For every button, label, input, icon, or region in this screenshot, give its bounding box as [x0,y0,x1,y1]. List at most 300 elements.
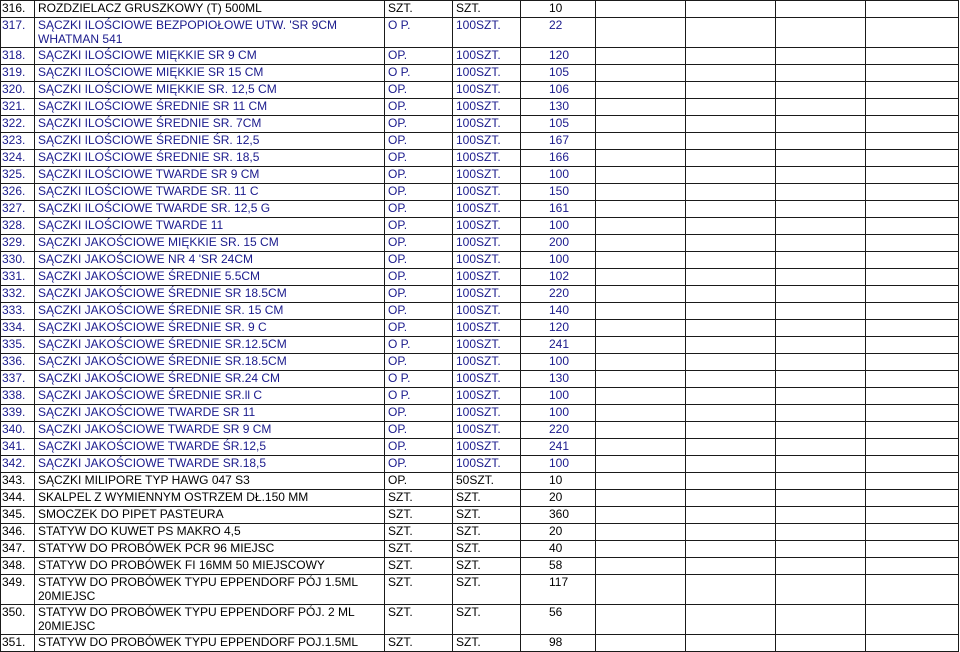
product-name-cell: SĄCZKI JAKOŚCIOWE ŚREDNIE SR. 15 CM [35,303,385,320]
package-cell: SZT. [453,541,521,558]
row-number-cell: 321. [1,99,35,116]
quantity-cell: 120 [521,48,596,65]
row-number-cell: 326. [1,184,35,201]
package-cell: SZT. [453,605,521,635]
table-row [1,439,959,456]
empty-cell [596,575,686,605]
row-number-cell: 346. [1,524,35,541]
empty-cell [866,18,959,48]
empty-cell [596,184,686,201]
empty-cell [866,184,959,201]
empty-cell [686,541,776,558]
empty-cell [776,286,866,303]
unit-cell: SZT. [385,524,453,541]
empty-cell [776,371,866,388]
product-name-cell: SĄCZKI ILOŚCIOWE MIĘKKIE SR 15 CM [35,65,385,82]
empty-cell [596,269,686,286]
quantity-cell: 200 [521,235,596,252]
empty-cell [866,303,959,320]
empty-cell [686,1,776,18]
table-row [1,184,959,201]
product-name-cell: STATYW DO PROBÓWEK FI 16MM 50 MIEJSCOWY [35,558,385,575]
empty-cell [596,405,686,422]
table-row [1,218,959,235]
table-row [1,150,959,167]
unit-cell: OP. [385,99,453,116]
row-number-cell: 323. [1,133,35,150]
empty-cell [866,65,959,82]
empty-cell [596,1,686,18]
empty-cell [776,133,866,150]
table-row [1,99,959,116]
quantity-cell: 100 [521,218,596,235]
empty-cell [776,473,866,490]
empty-cell [866,201,959,218]
product-name-cell: SĄCZKI ILOŚCIOWE ŚREDNIE ŚR. 12,5 [35,133,385,150]
unit-cell: SZT. [385,605,453,635]
row-number-cell: 335. [1,337,35,354]
empty-cell [776,65,866,82]
product-name-cell: SĄCZKI ILOŚCIOWE TWARDE SR. 11 C [35,184,385,201]
row-number-cell: 322. [1,116,35,133]
unit-cell: SZT. [385,558,453,575]
unit-cell: OP. [385,303,453,320]
unit-cell: OP. [385,150,453,167]
empty-cell [866,218,959,235]
empty-cell [686,354,776,371]
unit-cell: OP. [385,286,453,303]
empty-cell [686,65,776,82]
empty-cell [776,439,866,456]
empty-cell [776,48,866,65]
table-row [1,201,959,218]
product-name-cell: SĄCZKI JAKOŚCIOWE ŚREDNIE SR.24 CM [35,371,385,388]
unit-cell: OP. [385,218,453,235]
empty-cell [596,116,686,133]
package-cell: SZT. [453,490,521,507]
row-number-cell: 327. [1,201,35,218]
row-number-cell: 316. [1,1,35,18]
empty-cell [596,65,686,82]
empty-cell [776,218,866,235]
package-cell: 100SZT. [453,456,521,473]
package-cell: 100SZT. [453,388,521,405]
empty-cell [686,490,776,507]
empty-cell [866,388,959,405]
package-cell: 100SZT. [453,167,521,184]
product-name-cell: SĄCZKI JAKOŚCIOWE TWARDE SR 11 [35,405,385,422]
empty-cell [596,605,686,635]
quantity-cell: 58 [521,558,596,575]
table-row [1,507,959,524]
package-cell: SZT. [453,1,521,18]
row-number-cell: 328. [1,218,35,235]
product-name-cell: SĄCZKI JAKOŚCIOWE MIĘKKIE SR. 15 CM [35,235,385,252]
quantity-cell: 56 [521,605,596,635]
empty-cell [686,184,776,201]
empty-cell [596,337,686,354]
empty-cell [686,133,776,150]
unit-cell: O P. [385,65,453,82]
unit-cell: OP. [385,456,453,473]
unit-cell: SZT. [385,635,453,652]
package-cell: 100SZT. [453,422,521,439]
unit-cell: O P. [385,371,453,388]
row-number-cell: 345. [1,507,35,524]
quantity-cell: 20 [521,490,596,507]
empty-cell [596,286,686,303]
table-row [1,388,959,405]
unit-cell: OP. [385,116,453,133]
package-cell: 100SZT. [453,405,521,422]
empty-cell [596,218,686,235]
empty-cell [686,303,776,320]
empty-cell [776,116,866,133]
package-cell: 100SZT. [453,82,521,99]
row-number-cell: 351. [1,635,35,652]
product-name-cell: SĄCZKI MILIPORE TYP HAWG 047 S3 [35,473,385,490]
empty-cell [866,235,959,252]
empty-cell [866,354,959,371]
empty-cell [776,82,866,99]
empty-cell [776,507,866,524]
empty-cell [596,303,686,320]
product-name-cell: SĄCZKI ILOŚCIOWE TWARDE SR 9 CM [35,167,385,184]
package-cell: 100SZT. [453,320,521,337]
empty-cell [866,133,959,150]
package-cell: 100SZT. [453,337,521,354]
empty-cell [596,133,686,150]
quantity-cell: 40 [521,541,596,558]
empty-cell [596,18,686,48]
empty-cell [776,320,866,337]
product-name-cell: SĄCZKI JAKOŚCIOWE ŚREDNIE SR.12.5CM [35,337,385,354]
empty-cell [686,371,776,388]
product-name-cell: SĄCZKI JAKOŚCIOWE ŚREDNIE SR 18.5CM [35,286,385,303]
empty-cell [686,388,776,405]
empty-cell [866,48,959,65]
empty-cell [686,635,776,652]
unit-cell: OP. [385,354,453,371]
empty-cell [776,201,866,218]
empty-cell [866,422,959,439]
empty-cell [596,422,686,439]
package-cell: 100SZT. [453,252,521,269]
empty-cell [686,422,776,439]
empty-cell [776,541,866,558]
empty-cell [776,456,866,473]
quantity-cell: 10 [521,473,596,490]
empty-cell [776,558,866,575]
empty-cell [686,167,776,184]
empty-cell [866,337,959,354]
empty-cell [596,490,686,507]
quantity-cell: 166 [521,150,596,167]
row-number-cell: 349. [1,575,35,605]
table-row [1,252,959,269]
quantity-cell: 105 [521,65,596,82]
unit-cell: O P. [385,337,453,354]
product-name-cell: SĄCZKI ILOŚCIOWE MIĘKKIE SR. 12,5 CM [35,82,385,99]
table-row [1,558,959,575]
empty-cell [596,235,686,252]
unit-cell: SZT. [385,490,453,507]
unit-cell: OP. [385,252,453,269]
row-number-cell: 320. [1,82,35,99]
empty-cell [866,371,959,388]
package-cell: 100SZT. [453,354,521,371]
table-row [1,133,959,150]
table-row [1,167,959,184]
empty-cell [596,456,686,473]
quantity-cell: 100 [521,167,596,184]
unit-cell: SZT. [385,507,453,524]
row-number-cell: 340. [1,422,35,439]
quantity-cell: 150 [521,184,596,201]
table-body [1,1,959,652]
empty-cell [776,18,866,48]
empty-cell [776,354,866,371]
empty-cell [686,201,776,218]
row-number-cell: 334. [1,320,35,337]
empty-cell [776,269,866,286]
empty-cell [776,524,866,541]
empty-cell [596,252,686,269]
quantity-cell: 161 [521,201,596,218]
product-name-cell: STATYW DO PROBÓWEK TYPU EPPENDORF POJ.1.5ML [35,635,385,652]
unit-cell: OP. [385,184,453,201]
empty-cell [866,558,959,575]
row-number-cell: 317. [1,18,35,48]
empty-cell [866,116,959,133]
package-cell: 100SZT. [453,99,521,116]
empty-cell [686,575,776,605]
package-cell: 100SZT. [453,65,521,82]
row-number-cell: 342. [1,456,35,473]
product-name-cell: SĄCZKI ILOŚCIOWE TWARDE 11 [35,218,385,235]
unit-cell: OP. [385,167,453,184]
unit-cell: OP. [385,82,453,99]
package-cell: 100SZT. [453,48,521,65]
table-row [1,422,959,439]
quantity-cell: 10 [521,1,596,18]
quantity-cell: 167 [521,133,596,150]
empty-cell [866,252,959,269]
product-name-cell: SĄCZKI JAKOŚCIOWE ŚREDNIE SR.18.5CM [35,354,385,371]
row-number-cell: 331. [1,269,35,286]
empty-cell [596,541,686,558]
product-name-cell: SĄCZKI ILOŚCIOWE ŚREDNIE SR 11 CM [35,99,385,116]
empty-cell [596,48,686,65]
unit-cell: OP. [385,235,453,252]
row-number-cell: 332. [1,286,35,303]
package-cell: 100SZT. [453,133,521,150]
package-cell: 100SZT. [453,116,521,133]
empty-cell [686,473,776,490]
row-number-cell: 325. [1,167,35,184]
row-number-cell: 319. [1,65,35,82]
empty-cell [596,439,686,456]
row-number-cell: 330. [1,252,35,269]
empty-cell [776,575,866,605]
table-row [1,82,959,99]
row-number-cell: 339. [1,405,35,422]
product-name-cell: SĄCZKI ILOŚCIOWE ŚREDNIE SR. 7CM [35,116,385,133]
unit-cell: OP. [385,48,453,65]
product-name-cell: SĄCZKI JAKOŚCIOWE ŚREDNIE 5.5CM [35,269,385,286]
empty-cell [866,473,959,490]
empty-cell [776,388,866,405]
table-row [1,575,959,605]
empty-cell [866,82,959,99]
empty-cell [686,150,776,167]
empty-cell [596,371,686,388]
empty-cell [866,490,959,507]
empty-cell [866,99,959,116]
empty-cell [686,48,776,65]
table-row [1,354,959,371]
table-row [1,405,959,422]
empty-cell [596,473,686,490]
quantity-cell: 106 [521,82,596,99]
empty-cell [686,82,776,99]
table-row [1,635,959,652]
empty-cell [596,167,686,184]
package-cell: 100SZT. [453,201,521,218]
quantity-cell: 100 [521,354,596,371]
empty-cell [866,635,959,652]
product-name-cell: SĄCZKI JAKOŚCIOWE TWARDE SR.18,5 [35,456,385,473]
product-name-cell: STATYW DO PROBÓWEK TYPU EPPENDORF PÓJ. 2 ML 20MIEJSC [35,605,385,635]
unit-cell: SZT. [385,1,453,18]
quantity-cell: 130 [521,99,596,116]
empty-cell [686,337,776,354]
package-cell: 100SZT. [453,286,521,303]
empty-cell [866,320,959,337]
table-row [1,116,959,133]
product-name-cell: SĄCZKI JAKOŚCIOWE NR 4 'SR 24CM [35,252,385,269]
package-cell: SZT. [453,558,521,575]
quantity-cell: 102 [521,269,596,286]
empty-cell [596,388,686,405]
quantity-cell: 360 [521,507,596,524]
table-row [1,303,959,320]
empty-cell [866,167,959,184]
unit-cell: O P. [385,18,453,48]
empty-cell [866,269,959,286]
product-name-cell: SĄCZKI ILOŚCIOWE MIĘKKIE SR 9 CM [35,48,385,65]
empty-cell [866,150,959,167]
empty-cell [596,99,686,116]
table-row [1,286,959,303]
unit-cell: OP. [385,269,453,286]
row-number-cell: 333. [1,303,35,320]
empty-cell [686,18,776,48]
package-cell: 100SZT. [453,303,521,320]
unit-cell: OP. [385,405,453,422]
row-number-cell: 324. [1,150,35,167]
product-name-cell: SĄCZKI JAKOŚCIOWE ŚREDNIE SR. 9 C [35,320,385,337]
empty-cell [776,635,866,652]
empty-cell [686,320,776,337]
empty-cell [596,320,686,337]
table-row [1,18,959,48]
unit-cell: SZT. [385,541,453,558]
empty-cell [776,150,866,167]
quantity-cell: 140 [521,303,596,320]
empty-cell [776,303,866,320]
row-number-cell: 329. [1,235,35,252]
quantity-cell: 20 [521,524,596,541]
row-number-cell: 350. [1,605,35,635]
table-row [1,320,959,337]
unit-cell: SZT. [385,575,453,605]
unit-cell: O P. [385,388,453,405]
empty-cell [776,167,866,184]
product-name-cell: STATYW DO PROBÓWEK TYPU EPPENDORF PÓJ 1.5ML 20MIEJSC [35,575,385,605]
quantity-cell: 100 [521,405,596,422]
empty-cell [776,605,866,635]
product-name-cell: SKALPEL Z WYMIENNYM OSTRZEM DŁ.150 MM [35,490,385,507]
product-name-cell: SĄCZKI JAKOŚCIOWE TWARDE SR 9 CM [35,422,385,439]
package-cell: 100SZT. [453,184,521,201]
empty-cell [866,456,959,473]
table-row [1,269,959,286]
table-row [1,605,959,635]
empty-cell [866,439,959,456]
package-cell: 100SZT. [453,371,521,388]
product-name-cell: SĄCZKI ILOŚCIOWE BEZPOPIOŁOWE UTW. 'SR 9CM WHATMAN 541 [35,18,385,48]
row-number-cell: 337. [1,371,35,388]
empty-cell [596,635,686,652]
row-number-cell: 318. [1,48,35,65]
empty-cell [776,235,866,252]
table-row [1,1,959,18]
empty-cell [866,286,959,303]
empty-cell [686,235,776,252]
empty-cell [776,1,866,18]
quantity-cell: 22 [521,18,596,48]
empty-cell [596,507,686,524]
empty-cell [686,456,776,473]
quantity-cell: 241 [521,439,596,456]
package-cell: SZT. [453,635,521,652]
quantity-cell: 98 [521,635,596,652]
empty-cell [866,541,959,558]
empty-cell [686,218,776,235]
unit-cell: OP. [385,422,453,439]
unit-cell: OP. [385,320,453,337]
product-name-cell: SMOCZEK DO PIPET PASTEURA [35,507,385,524]
empty-cell [686,269,776,286]
empty-cell [686,405,776,422]
unit-cell: OP. [385,473,453,490]
product-name-cell: SĄCZKI ILOŚCIOWE ŚREDNIE SR. 18,5 [35,150,385,167]
row-number-cell: 336. [1,354,35,371]
unit-cell: OP. [385,133,453,150]
quantity-cell: 220 [521,422,596,439]
empty-cell [686,439,776,456]
table-row [1,473,959,490]
empty-cell [776,405,866,422]
package-cell: SZT. [453,524,521,541]
product-name-cell: STATYW DO KUWET PS MAKRO 4,5 [35,524,385,541]
empty-cell [776,490,866,507]
empty-cell [776,184,866,201]
empty-cell [686,252,776,269]
package-cell: SZT. [453,575,521,605]
table-row [1,490,959,507]
